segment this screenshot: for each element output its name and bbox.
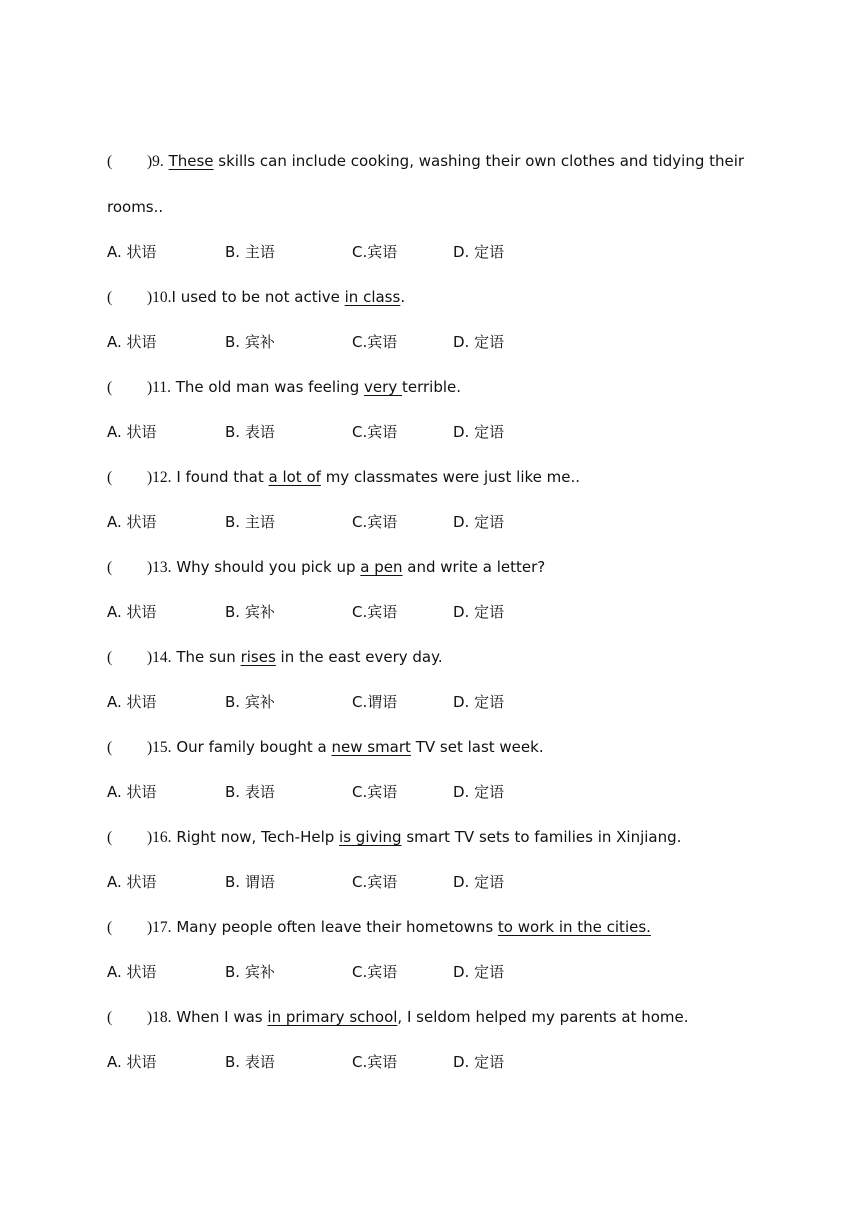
underlined-part: very [364,378,402,396]
option-b: B. 宾补 [225,603,275,621]
option-b: B. 主语 [225,243,275,261]
option-d: D. 定语 [453,1053,505,1071]
question-12: ( )12. I found that a lot of my classmates were just like me.. [107,468,581,486]
answer-blank: ( [107,739,113,756]
question-14: ( )14. The sun rises in the east every day. [107,648,443,666]
option-c: C.宾语 [352,873,398,891]
question-text: Right now, Tech-Help [171,828,340,846]
answer-blank: ( [107,919,113,936]
option-d: D. 定语 [453,243,505,261]
option-b: B. 表语 [225,1053,275,1071]
question-text: The old man was feeling [170,378,365,396]
question-text: I found that [171,468,269,486]
question-10: ( )10.I used to be not active in class. [107,288,406,306]
option-c: C.宾语 [352,963,398,981]
answer-blank: ( [107,829,113,846]
option-a: A. 状语 [107,783,157,801]
option-d: D. 定语 [453,873,505,891]
question-18: ( )18. When I was in primary school, I seldom helped my parents at home. [107,1008,689,1026]
option-c: C.宾语 [352,1053,398,1071]
question-number: 14 [152,649,168,666]
option-d: D. 定语 [453,693,505,711]
underlined-part: new smart [331,738,411,756]
question-15: ( )15. Our family bought a new smart TV set last week. [107,738,544,756]
question-text: When I was [171,1008,268,1026]
question-text: Many people often leave their hometowns [171,918,498,936]
underlined-part: a pen [360,558,403,576]
option-c: C.宾语 [352,603,398,621]
question-number: 17 [152,919,168,936]
answer-blank: ( [107,469,113,486]
option-b: B. 宾补 [225,333,275,351]
answer-blank: ( [107,649,113,666]
question-number: 15 [152,739,168,756]
question-13: ( )13. Why should you pick up a pen and write a letter? [107,558,546,576]
question-11: ( )11. The old man was feeling very terrible. [107,378,462,396]
question-text: Why should you pick up [171,558,361,576]
answer-blank: ( [107,1009,113,1026]
underlined-part: is giving [339,828,402,846]
answer-blank: ( [107,153,113,170]
question-text: The sun [171,648,241,666]
underlined-part: a lot of [268,468,321,486]
option-b: B. 宾补 [225,963,275,981]
question-17: ( )17. Many people often leave their hometowns to work in the cities. [107,918,651,936]
option-b: B. 表语 [225,423,275,441]
option-d: D. 定语 [453,423,505,441]
question-number: 13 [152,559,168,576]
option-a: A. 状语 [107,1053,157,1071]
option-d: D. 定语 [453,783,505,801]
option-d: D. 定语 [453,513,505,531]
answer-blank: ( [107,559,113,576]
option-d: D. 定语 [453,963,505,981]
option-a: A. 状语 [107,513,157,531]
option-a: A. 状语 [107,243,157,261]
option-b: B. 谓语 [225,873,275,891]
question-9: ( )9. These skills can include cooking, washing their own clothes and tidying their [107,152,745,170]
option-b: B. 宾补 [225,693,275,711]
underlined-part: in primary school [267,1008,398,1026]
option-a: A. 状语 [107,693,157,711]
option-a: A. 状语 [107,423,157,441]
option-c: C.宾语 [352,243,398,261]
option-c: C.宾语 [352,333,398,351]
option-a: A. 状语 [107,963,157,981]
option-c: C.谓语 [352,693,398,711]
option-c: C.宾语 [352,783,398,801]
question-9-continuation: rooms.. [107,198,164,216]
question-number: 12 [152,469,168,486]
option-d: D. 定语 [453,333,505,351]
option-b: B. 表语 [225,783,275,801]
question-text: I used to be not active [171,288,345,306]
question-number: 18 [152,1009,168,1026]
answer-blank: ( [107,379,113,396]
question-text: Our family bought a [171,738,332,756]
question-16: ( )16. Right now, Tech-Help is giving smart TV sets to families in Xinjiang. [107,828,682,846]
option-a: A. 状语 [107,603,157,621]
answer-blank: ( [107,289,113,306]
question-number: 16 [152,829,168,846]
option-c: C.宾语 [352,423,398,441]
option-c: C.宾语 [352,513,398,531]
option-b: B. 主语 [225,513,275,531]
question-number: 11 [152,379,168,396]
underlined-part: to work in the cities. [497,918,651,936]
question-number: 9 [152,153,160,170]
option-d: D. 定语 [453,603,505,621]
question-text: skills can include cooking, washing their own clothes and tidying their [213,152,745,170]
underlined-part: in class [344,288,401,306]
underlined-part: rises [240,648,276,666]
option-a: A. 状语 [107,873,157,891]
question-number: 10 [152,289,168,306]
underlined-part: These [168,152,214,170]
option-a: A. 状语 [107,333,157,351]
